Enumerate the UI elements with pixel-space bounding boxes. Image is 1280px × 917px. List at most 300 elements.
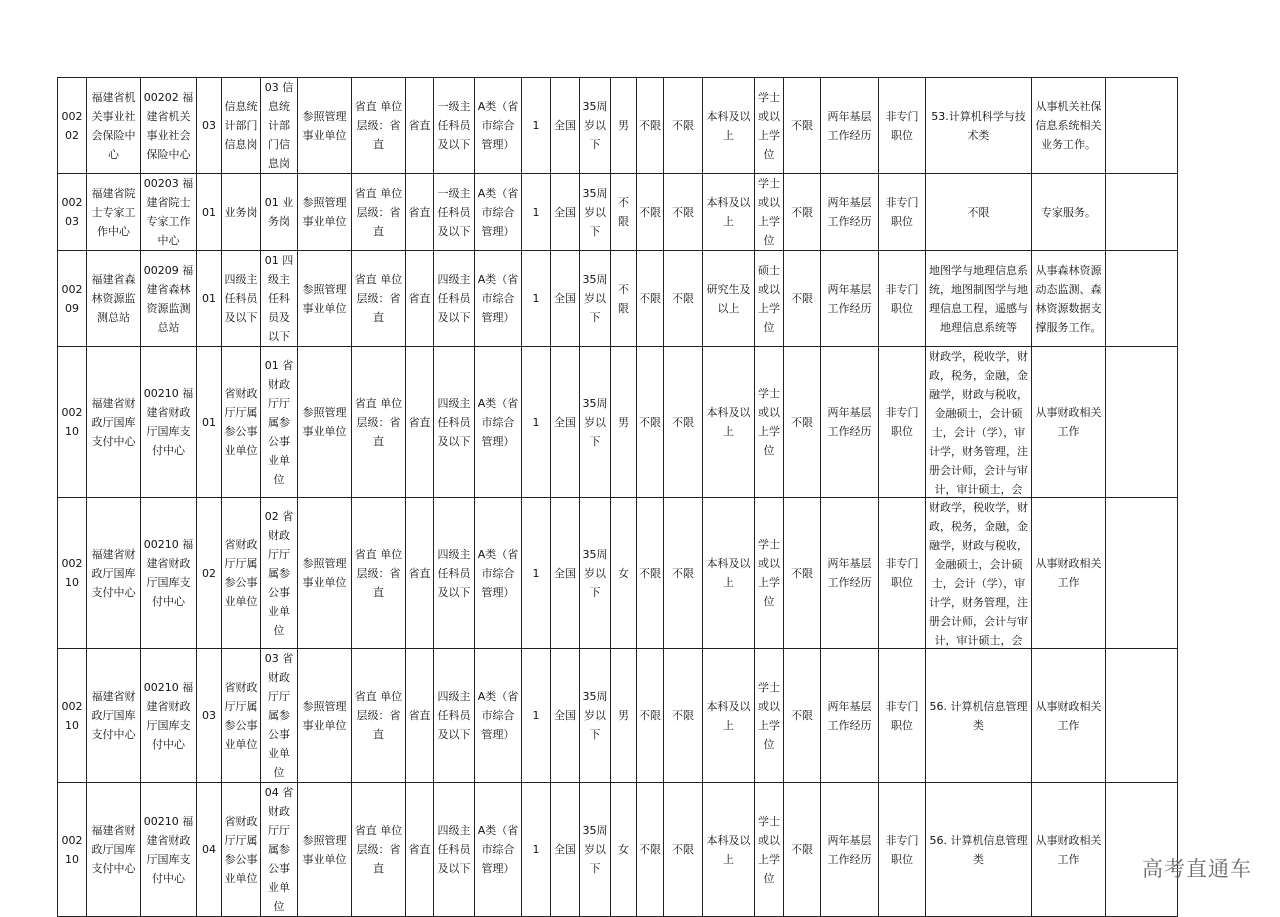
degree-cell bbox=[755, 649, 784, 783]
experience-text: 两年基层工作经历 bbox=[827, 196, 872, 228]
position-code-name-text: 02 省财政厅厅属参公事业单位 bbox=[264, 509, 294, 637]
education-text: 本科及以上 bbox=[706, 196, 751, 228]
unit-code-name-text: 00209 福建省森林资源监测总站 bbox=[143, 263, 194, 334]
experience-text: 两年基层工作经历 bbox=[827, 109, 872, 142]
ethnic-text: 不限 bbox=[639, 566, 661, 580]
recruit-area-text: 全国 bbox=[554, 566, 576, 580]
remark-text: 从事财政相关工作 bbox=[1035, 406, 1102, 438]
position-name-text: 省财政厅厅属参公事业单位 bbox=[224, 538, 258, 608]
position-code-name-cell bbox=[261, 251, 298, 347]
political-status-cell bbox=[664, 783, 703, 917]
extra-cell bbox=[1106, 498, 1178, 649]
rank-text: 四级主任科员及以下 bbox=[437, 547, 471, 599]
unit-code-name-cell bbox=[141, 783, 197, 917]
household-text: 不限 bbox=[791, 566, 813, 580]
position-code-cell bbox=[58, 78, 87, 174]
unit-code-name-cell bbox=[141, 649, 197, 783]
age-limit-text: 35周岁以下 bbox=[582, 273, 608, 324]
position-name-cell bbox=[222, 347, 261, 498]
unit-level-text: 省直 单位层级：省直 bbox=[354, 547, 403, 599]
remark-text: 从事财政相关工作 bbox=[1035, 557, 1102, 589]
unit-code-name-cell bbox=[141, 498, 197, 649]
major-cell bbox=[926, 649, 1032, 783]
position-name-cell bbox=[222, 498, 261, 649]
position-name-text: 四级主任科员及以下 bbox=[224, 273, 258, 324]
rank-cell bbox=[434, 649, 475, 783]
recruit-area-text: 全国 bbox=[554, 119, 576, 132]
recruit-area-text: 全国 bbox=[554, 415, 576, 429]
position-code-text: 00210 bbox=[61, 833, 83, 866]
location-cell bbox=[406, 251, 434, 347]
degree-cell bbox=[755, 498, 784, 649]
recruit-count-cell bbox=[522, 251, 551, 347]
position-name-text: 省财政厅厅属参公事业单位 bbox=[224, 814, 258, 885]
exam-type-text: A类（省市综合管理） bbox=[477, 396, 519, 448]
unit-name-text: 福建省财政厅国库支付中心 bbox=[91, 547, 136, 599]
recruit-count-cell bbox=[522, 498, 551, 649]
experience-cell bbox=[821, 251, 879, 347]
experience-text: 两年基层工作经历 bbox=[827, 406, 872, 438]
unit-name-text: 福建省院士专家工作中心 bbox=[91, 186, 136, 238]
unit-code-name-cell bbox=[141, 174, 197, 251]
location-cell bbox=[406, 783, 434, 917]
degree-text: 学士或以上学位 bbox=[758, 177, 780, 247]
exam-type-cell bbox=[475, 498, 522, 649]
recruit-area-text: 全国 bbox=[554, 205, 576, 219]
unit-name-cell bbox=[87, 649, 141, 783]
gender-text: 男 bbox=[618, 709, 629, 722]
education-cell bbox=[703, 251, 755, 347]
education-cell bbox=[703, 783, 755, 917]
exam-type-text: A类（省市综合管理） bbox=[477, 186, 519, 238]
degree-text: 学士或以上学位 bbox=[758, 387, 780, 457]
remark-text: 从事财政相关工作 bbox=[1035, 699, 1102, 732]
rank-cell bbox=[434, 347, 475, 498]
position-name-text: 信息统计部门信息岗 bbox=[224, 100, 258, 151]
unit-type-cell bbox=[298, 347, 352, 498]
experience-cell bbox=[821, 649, 879, 783]
job-kind-cell bbox=[879, 78, 926, 174]
unit-type-cell bbox=[298, 174, 352, 251]
job-kind-text: 非专门职位 bbox=[885, 196, 919, 228]
rank-text: 一级主任科员及以下 bbox=[437, 186, 471, 238]
gender-cell bbox=[611, 78, 637, 174]
major-cell bbox=[926, 174, 1032, 251]
major-text: 财政学，税收学，财政，税务，金融，金融学，财政与税收，金融硕士，会计硕士，会计（学），审计学，财务管理，注册会计师，会计与审计，审计硕士，会 bbox=[929, 501, 1028, 647]
education-text: 本科及以上 bbox=[706, 699, 751, 732]
recruit-area-cell bbox=[551, 783, 580, 917]
table-row bbox=[58, 251, 1178, 347]
household-text: 不限 bbox=[791, 843, 813, 856]
unit-name-cell bbox=[87, 347, 141, 498]
degree-text: 学士或以上学位 bbox=[758, 538, 780, 608]
position-name-cell bbox=[222, 783, 261, 917]
position-code-text: 00209 bbox=[61, 282, 83, 315]
ethnic-cell bbox=[637, 347, 664, 498]
recruit-area-cell bbox=[551, 78, 580, 174]
household-text: 不限 bbox=[791, 205, 813, 219]
ethnic-cell bbox=[637, 649, 664, 783]
position-name-cell bbox=[222, 649, 261, 783]
major-text: 不限 bbox=[967, 205, 990, 219]
position-code-name-text: 01 业务岗 bbox=[264, 196, 294, 228]
rank-text: 四级主任科员及以下 bbox=[437, 396, 471, 448]
recruit-area-cell bbox=[551, 347, 580, 498]
position-code-text: 00210 bbox=[61, 406, 83, 438]
remark-text: 从事财政相关工作 bbox=[1035, 833, 1102, 866]
gender-cell bbox=[611, 174, 637, 251]
location-cell bbox=[406, 78, 434, 174]
education-cell bbox=[703, 174, 755, 251]
location-text: 省直 bbox=[408, 119, 431, 132]
recruit-count-cell bbox=[522, 783, 551, 917]
recruit-count-text: 1 bbox=[532, 709, 540, 722]
position-code-text: 00210 bbox=[61, 699, 83, 732]
extra-cell bbox=[1106, 783, 1178, 917]
unit-type-text: 参照管理事业单位 bbox=[302, 282, 347, 315]
remark-cell bbox=[1032, 347, 1106, 498]
unit-code-name-cell bbox=[141, 251, 197, 347]
degree-cell bbox=[755, 78, 784, 174]
unit-type-text: 参照管理事业单位 bbox=[302, 196, 347, 228]
unit-name-cell bbox=[87, 78, 141, 174]
unit-level-cell bbox=[352, 174, 406, 251]
table-row bbox=[58, 498, 1178, 649]
rank-text: 四级主任科员及以下 bbox=[437, 273, 471, 324]
location-text: 省直 bbox=[408, 843, 431, 856]
job-kind-cell bbox=[879, 649, 926, 783]
job-kind-cell bbox=[879, 251, 926, 347]
degree-text: 硕士或以上学位 bbox=[758, 263, 780, 334]
unit-level-text: 省直 单位层级：省直 bbox=[354, 824, 403, 875]
position-code-text: 00202 bbox=[61, 109, 83, 142]
recruit-area-text: 全国 bbox=[554, 292, 576, 305]
unit-name-text: 福建省财政厅国库支付中心 bbox=[91, 824, 136, 875]
location-cell bbox=[406, 174, 434, 251]
watermark-text: 高考直通车 bbox=[1142, 857, 1252, 881]
household-cell bbox=[784, 174, 821, 251]
education-cell bbox=[703, 78, 755, 174]
position-code-cell bbox=[58, 251, 87, 347]
education-cell bbox=[703, 498, 755, 649]
unit-level-text: 省直 单位层级：省直 bbox=[354, 690, 403, 741]
location-text: 省直 bbox=[408, 415, 431, 429]
political-status-cell bbox=[664, 174, 703, 251]
ethnic-text: 不限 bbox=[639, 843, 661, 856]
position-code-cell bbox=[58, 347, 87, 498]
remark-cell bbox=[1032, 498, 1106, 649]
political-status-cell bbox=[664, 251, 703, 347]
gender-cell bbox=[611, 251, 637, 347]
position-code-name-text: 01 四级主任科员及以下 bbox=[264, 254, 294, 343]
experience-cell bbox=[821, 174, 879, 251]
political-status-text: 不限 bbox=[672, 566, 694, 580]
position-code-cell bbox=[58, 174, 87, 251]
table-row bbox=[58, 649, 1178, 783]
ethnic-cell bbox=[637, 174, 664, 251]
position-name-text: 省财政厅厅属参公事业单位 bbox=[224, 680, 258, 751]
education-text: 本科及以上 bbox=[706, 833, 751, 866]
position-number-cell bbox=[197, 783, 222, 917]
household-cell bbox=[784, 649, 821, 783]
recruit-count-text: 1 bbox=[532, 566, 540, 580]
unit-level-cell bbox=[352, 78, 406, 174]
gender-cell bbox=[611, 347, 637, 498]
location-text: 省直 bbox=[408, 566, 431, 580]
age-limit-cell bbox=[580, 498, 611, 649]
exam-type-text: A类（省市综合管理） bbox=[477, 547, 519, 599]
degree-text: 学士或以上学位 bbox=[758, 814, 780, 885]
rank-text: 一级主任科员及以下 bbox=[437, 100, 471, 151]
job-kind-text: 非专门职位 bbox=[885, 282, 919, 315]
unit-type-text: 参照管理事业单位 bbox=[302, 699, 347, 732]
extra-cell bbox=[1106, 251, 1178, 347]
exam-type-cell bbox=[475, 347, 522, 498]
political-status-text: 不限 bbox=[672, 119, 694, 132]
unit-name-cell bbox=[87, 783, 141, 917]
position-number-text: 03 bbox=[202, 709, 216, 722]
age-limit-cell bbox=[580, 251, 611, 347]
age-limit-cell bbox=[580, 78, 611, 174]
unit-name-text: 福建省财政厅国库支付中心 bbox=[91, 396, 136, 448]
exam-type-cell bbox=[475, 649, 522, 783]
rank-cell bbox=[434, 251, 475, 347]
education-cell bbox=[703, 649, 755, 783]
political-status-text: 不限 bbox=[672, 843, 694, 856]
unit-level-cell bbox=[352, 783, 406, 917]
experience-text: 两年基层工作经历 bbox=[827, 833, 872, 866]
position-code-name-cell bbox=[261, 347, 298, 498]
exam-type-cell bbox=[475, 783, 522, 917]
position-number-cell bbox=[197, 649, 222, 783]
major-text: 财政学，税收学，财政，税务，金融，金融学，财政与税收，金融硕士，会计硕士，会计（学），审计学，财务管理，注册会计师，会计与审计，审计硕士，会 bbox=[929, 350, 1028, 496]
household-text: 不限 bbox=[791, 709, 813, 722]
recruit-count-text: 1 bbox=[532, 119, 540, 132]
education-text: 本科及以上 bbox=[706, 109, 751, 142]
degree-text: 学士或以上学位 bbox=[758, 680, 780, 751]
location-text: 省直 bbox=[408, 292, 431, 305]
major-cell bbox=[926, 347, 1032, 498]
experience-cell bbox=[821, 498, 879, 649]
rank-text: 四级主任科员及以下 bbox=[437, 690, 471, 741]
ethnic-text: 不限 bbox=[639, 709, 661, 722]
unit-level-text: 省直 单位层级：省直 bbox=[354, 273, 403, 324]
age-limit-cell bbox=[580, 174, 611, 251]
age-limit-text: 35周岁以下 bbox=[582, 186, 608, 238]
education-text: 本科及以上 bbox=[706, 557, 751, 589]
recruit-count-text: 1 bbox=[532, 205, 540, 219]
unit-code-name-text: 00202 福建省机关事业社会保险中心 bbox=[143, 90, 194, 161]
remark-cell bbox=[1032, 783, 1106, 917]
household-cell bbox=[784, 498, 821, 649]
ethnic-text: 不限 bbox=[639, 292, 661, 305]
recruit-count-text: 1 bbox=[532, 415, 540, 429]
age-limit-text: 35周岁以下 bbox=[582, 547, 608, 599]
exam-type-text: A类（省市综合管理） bbox=[477, 273, 519, 324]
education-text: 研究生及以上 bbox=[706, 282, 751, 315]
experience-text: 两年基层工作经历 bbox=[827, 282, 872, 315]
extra-cell bbox=[1106, 174, 1178, 251]
political-status-text: 不限 bbox=[672, 292, 694, 305]
unit-type-text: 参照管理事业单位 bbox=[302, 109, 347, 142]
position-number-cell bbox=[197, 251, 222, 347]
gender-text: 男 bbox=[618, 415, 629, 429]
experience-text: 两年基层工作经历 bbox=[827, 557, 872, 589]
major-cell bbox=[926, 251, 1032, 347]
experience-cell bbox=[821, 78, 879, 174]
household-text: 不限 bbox=[791, 292, 813, 305]
position-code-name-text: 03 信息统计部门信息岗 bbox=[264, 81, 294, 170]
major-text: 地图学与地理信息系统，地图制图学与地理信息工程，遥感与地理信息系统等 bbox=[929, 263, 1028, 334]
unit-name-cell bbox=[87, 498, 141, 649]
position-name-cell bbox=[222, 251, 261, 347]
recruit-area-cell bbox=[551, 174, 580, 251]
position-code-text: 00203 bbox=[61, 196, 83, 228]
location-cell bbox=[406, 498, 434, 649]
household-cell bbox=[784, 783, 821, 917]
political-status-cell bbox=[664, 649, 703, 783]
unit-type-cell bbox=[298, 783, 352, 917]
rank-cell bbox=[434, 174, 475, 251]
position-number-text: 01 bbox=[202, 415, 216, 429]
recruit-count-cell bbox=[522, 347, 551, 498]
unit-level-cell bbox=[352, 251, 406, 347]
unit-code-name-text: 00210 福建省财政厅国库支付中心 bbox=[143, 387, 194, 457]
position-number-cell bbox=[197, 78, 222, 174]
unit-name-text: 福建省森林资源监测总站 bbox=[91, 273, 136, 324]
extra-cell bbox=[1106, 649, 1178, 783]
political-status-cell bbox=[664, 78, 703, 174]
education-text: 本科及以上 bbox=[706, 406, 751, 438]
gender-text: 不限 bbox=[618, 282, 629, 315]
ethnic-cell bbox=[637, 251, 664, 347]
unit-type-text: 参照管理事业单位 bbox=[302, 833, 347, 866]
experience-cell bbox=[821, 347, 879, 498]
unit-name-cell bbox=[87, 251, 141, 347]
position-code-name-text: 03 省财政厅厅属参公事业单位 bbox=[264, 652, 294, 779]
unit-level-text: 省直 单位层级：省直 bbox=[354, 186, 403, 238]
location-cell bbox=[406, 347, 434, 498]
unit-name-cell bbox=[87, 174, 141, 251]
gender-cell bbox=[611, 783, 637, 917]
location-text: 省直 bbox=[408, 709, 431, 722]
position-number-text: 01 bbox=[202, 292, 216, 305]
ethnic-text: 不限 bbox=[639, 205, 661, 219]
experience-text: 两年基层工作经历 bbox=[827, 699, 872, 732]
degree-cell bbox=[755, 251, 784, 347]
position-number-text: 01 bbox=[202, 205, 216, 219]
rank-cell bbox=[434, 78, 475, 174]
major-cell bbox=[926, 498, 1032, 649]
position-number-text: 02 bbox=[202, 566, 216, 580]
unit-name-text: 福建省财政厅国库支付中心 bbox=[91, 690, 136, 741]
recruit-area-cell bbox=[551, 251, 580, 347]
recruit-area-text: 全国 bbox=[554, 709, 576, 722]
major-cell bbox=[926, 783, 1032, 917]
position-code-name-cell bbox=[261, 78, 298, 174]
position-number-text: 04 bbox=[202, 843, 216, 856]
job-kind-text: 非专门职位 bbox=[885, 833, 919, 866]
unit-type-cell bbox=[298, 78, 352, 174]
unit-type-text: 参照管理事业单位 bbox=[302, 557, 347, 589]
location-text: 省直 bbox=[408, 205, 431, 219]
household-cell bbox=[784, 347, 821, 498]
age-limit-text: 35周岁以下 bbox=[582, 100, 608, 151]
rank-text: 四级主任科员及以下 bbox=[437, 824, 471, 875]
major-cell bbox=[926, 78, 1032, 174]
position-code-cell bbox=[58, 649, 87, 783]
recruit-area-cell bbox=[551, 649, 580, 783]
degree-cell bbox=[755, 174, 784, 251]
unit-code-name-text: 00210 福建省财政厅国库支付中心 bbox=[143, 680, 194, 751]
household-cell bbox=[784, 251, 821, 347]
unit-level-text: 省直 单位层级：省直 bbox=[354, 100, 403, 151]
position-number-cell bbox=[197, 174, 222, 251]
position-number-cell bbox=[197, 347, 222, 498]
major-text: 56. 计算机信息管理类 bbox=[929, 833, 1028, 866]
position-number-text: 03 bbox=[202, 119, 216, 132]
position-code-name-text: 01 省财政厅厅属参公事业单位 bbox=[264, 358, 294, 486]
job-kind-text: 非专门职位 bbox=[885, 406, 919, 438]
exam-type-text: A类（省市综合管理） bbox=[477, 100, 519, 151]
recruit-count-text: 1 bbox=[532, 843, 540, 856]
position-code-cell bbox=[58, 783, 87, 917]
remark-text: 从事机关社保信息系统相关业务工作。 bbox=[1035, 100, 1102, 151]
position-code-cell bbox=[58, 498, 87, 649]
remark-cell bbox=[1032, 251, 1106, 347]
job-kind-text: 非专门职位 bbox=[885, 109, 919, 142]
unit-code-name-text: 00210 福建省财政厅国库支付中心 bbox=[143, 538, 194, 608]
exam-type-text: A类（省市综合管理） bbox=[477, 824, 519, 875]
remark-text: 从事森林资源动态监测、森林资源数据支撑服务工作。 bbox=[1035, 263, 1102, 334]
exam-type-cell bbox=[475, 78, 522, 174]
unit-code-name-cell bbox=[141, 347, 197, 498]
political-status-cell bbox=[664, 498, 703, 649]
major-text: 56. 计算机信息管理类 bbox=[929, 699, 1028, 732]
political-status-text: 不限 bbox=[672, 205, 694, 219]
unit-code-name-cell bbox=[141, 78, 197, 174]
position-name-text: 业务岗 bbox=[224, 205, 258, 219]
political-status-text: 不限 bbox=[672, 415, 694, 429]
unit-level-cell bbox=[352, 498, 406, 649]
recruit-area-text: 全国 bbox=[554, 843, 576, 856]
job-kind-text: 非专门职位 bbox=[885, 699, 919, 732]
major-text: 53.计算机科学与技术类 bbox=[931, 109, 1026, 142]
unit-level-text: 省直 单位层级：省直 bbox=[354, 396, 403, 448]
age-limit-cell bbox=[580, 347, 611, 498]
table-row bbox=[58, 78, 1178, 174]
household-text: 不限 bbox=[791, 119, 813, 132]
age-limit-text: 35周岁以下 bbox=[582, 824, 608, 875]
degree-cell bbox=[755, 783, 784, 917]
position-code-name-cell bbox=[261, 783, 298, 917]
extra-cell bbox=[1106, 78, 1178, 174]
remark-cell bbox=[1032, 174, 1106, 251]
extra-cell bbox=[1106, 347, 1178, 498]
position-name-cell bbox=[222, 174, 261, 251]
position-name-text: 省财政厅厅属参公事业单位 bbox=[224, 387, 258, 457]
recruit-count-text: 1 bbox=[532, 292, 540, 305]
gender-text: 女 bbox=[618, 843, 629, 856]
gender-text: 不限 bbox=[618, 196, 629, 228]
unit-type-text: 参照管理事业单位 bbox=[302, 406, 347, 438]
table-row bbox=[58, 174, 1178, 251]
exam-type-cell bbox=[475, 251, 522, 347]
recruit-count-cell bbox=[522, 649, 551, 783]
position-table bbox=[57, 77, 1178, 917]
ethnic-text: 不限 bbox=[639, 415, 661, 429]
age-limit-cell bbox=[580, 783, 611, 917]
